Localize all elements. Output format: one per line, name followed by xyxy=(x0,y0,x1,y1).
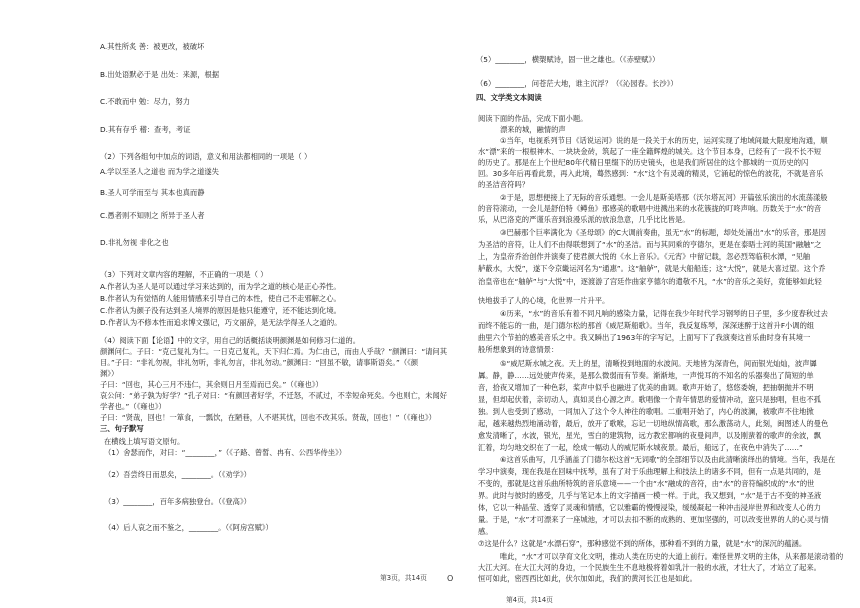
article-line: 为圣洁的音符，让人们不由得联想到了“水”的圣洁。而与其同乘的亨德尔，更是在泰晤士河的英国“融触”之 xyxy=(478,240,822,249)
article-line: 愈发清晰了，水波，银光，星光，雪白的建筑物，远方教宏都响的夜曼间声，以及刚蜚着的歌声的余波，飘 xyxy=(478,431,821,440)
question-4: （4）阅读下面【论语】中的文字，用自己的话概括谈明颜渊是如何修习仁道的。 xyxy=(100,336,361,345)
fill-item-1: （1）舍瑟而作，对曰：“________，”（《子路、曾皙、冉有、公西华侍坐》） xyxy=(104,448,347,457)
article-line: ①当年，电视系列节目《话说运河》说的是一段关于水的历史，运河实现了地域间最大限度地沟通，顺 xyxy=(500,136,828,145)
article-line: 显，但却起伏着，亲切动人，真如灵自心源之声。歌唱像一个青年情思的爱情冲动，蛮只是独唱，但也不孤 xyxy=(478,395,821,404)
fill-instructions: 在横线上填写语文原句。 xyxy=(104,437,185,446)
fill-item-5: （5）________，横槊赋诗，固一世之雄也。（《赤壁赋》） xyxy=(476,55,660,64)
q3-option-d: D.作者认为不修本性而追求博文强记，巧文丽辞，是无法学得圣人之道的。 xyxy=(100,318,342,327)
q4-text-line: 子曰：“贤哉，回也！一箪食，一瓢饮，在陋巷，人不堪其忧，回也不改其乐。贤哉，回也！”（《雍也》） xyxy=(100,413,436,422)
section-4-heading: 四、文学类文本阅读 xyxy=(476,93,542,102)
article-line: 而终不能忘的一曲，是门德尔松的那首《威尼斯船歌》。当年，我反复练琴，深深迷醉于这首升F小调的组 xyxy=(478,321,815,330)
q4-text-line: 子曰：“回也，其心三月不违仁，其余则日月至焉而已矣。”（《雍也》） xyxy=(100,380,323,389)
article-line: 快地拔手了人的心境，化世界一片升平。 xyxy=(478,296,610,305)
q3-option-a: A.作者认为圣人是可以通过学习来达到的，而为学之道的核心是正心养性。 xyxy=(100,282,341,291)
question-3: （3）下列对文章内容的理解，不正确的一项是（ ） xyxy=(100,270,268,279)
article-line: 乐，从巴洛克的严谨乐音到浪漫乐派的放浪急意，几乎比比皆是。 xyxy=(478,215,690,224)
article-line: 感。 xyxy=(478,527,493,536)
article-line: 汇着，均匀地交织在了一起，绘成一幅动人的威尼斯水城夜景。最后，船远了，在夜色中消失了……” xyxy=(478,443,803,452)
fill-item-3: （3）________，百年多病独登台。（《登高》） xyxy=(104,497,251,506)
article-line: ④历来，“水”的音乐有着不同凡响的感染力量，记得在我少年时代学习钢琴的日子里，多少度春秋过去 xyxy=(500,309,828,318)
option-a: A.其性所炙 善：被更改，被破坏 xyxy=(100,42,205,51)
article-line: 水“漂”来的一根根神木、一块块金砖，筑起了一座全籍辉煌的城关。这个节目本身，已经有了一段不长不短 xyxy=(478,147,822,156)
fill-item-4: （4）后人哀之而不鉴之，________。（《阿房宫赋》） xyxy=(104,523,273,532)
article-line: 界。此时与彼时的感受，几乎与笔记本上的文字描画一模一样。于此，我又想到，“水”是于古不变的神圣液 xyxy=(478,491,822,500)
article-line: 回。30多年后再看此景，再入此境，蓦然感到：“水”这个有灵魂的精灵，它涌起的惊色的波花，不就是音乐 xyxy=(478,169,824,178)
reading-instructions: 阅读下面的作品，完成下面小题。 xyxy=(478,114,588,123)
article-line: 音，拾夜又增加了一种色彩，桨声中似乎也融进了优美的曲调。歌声开始了，悠悠委婉，把抽朝抛并不明 xyxy=(478,383,814,392)
article-line: 唯此，“水”才可以孕育文化文明，推动人类在历史的大道上前行。难怪世界文明的主体，从来都是滚动着的 xyxy=(500,552,844,561)
article-line: 曲里六个节拍的感美音乐之中。我又瞬出了1963年的字写记，上面写下了我演奏这首乐曲时身有其境一 xyxy=(478,333,811,342)
article-line: 的音符滚动，一会儿是舒伯特《鳟鱼》那感美的歌唱中进溅出来的水花簇拢的叮咚声响。历数关于“水”的音 xyxy=(478,204,822,213)
q3-option-b: B.作者认为有觉悟的人能用情感来引导自己的本性，使自己不走邪解之心。 xyxy=(100,294,341,303)
article-line: ⑤“威尼斯水城之夜。天上的星，清晰投到地面的水波间。天地皆为深青色，间而银光灿灿，波声羼 xyxy=(500,359,817,368)
article-line: 的历史了。那是在上个世纪80年代精日里缀下的历史镜头，也是我们所居住的这个都城的一页历史的闪 xyxy=(478,158,809,167)
q4-text-line: 目。”子曰：“非礼勿视，非礼勿听，非礼勿言，非礼勿动。”颜渊曰：“回虽不敏，请事斯语矣。”（《颜 xyxy=(100,358,419,367)
article-line: ⑥这首乐曲写，几乎涵盖了门德尔松这首“无词歌”的全部细节以及由此清晰演绎出的情境。当年，我是在 xyxy=(500,455,836,464)
article-title: 漂来的城，融情的声 xyxy=(500,125,566,134)
fill-item-6: （6）________，问苍茫大地，谁主沉浮？（《沁园春。长沙》） xyxy=(476,79,678,88)
article-line: 治皇帝也在“舳舻”与“大悦”中，逐渡游了宫廷作曲家亨德尔的遣敬不凡，“水”的音乐之美好，竟能够如此轻 xyxy=(478,277,822,286)
right-page-number: 第4页，共14页 xyxy=(506,596,553,604)
article-line: 上，为皇帝乔治创作并演奏了使君颜大悦的《水上音乐》。《元宵》中留记载，忽必烈驾临积水潭，“见舳 xyxy=(478,252,811,261)
center-mark: O xyxy=(447,574,454,583)
q4-text-line: 哀公问：“弟子孰为好学？”孔子对曰：“有颜回者好学，不迁怒，不贰过，不幸短命死矣。今也则亡，未闻好 xyxy=(100,391,447,400)
q2-option-b: B.圣人可学而至与 其本也真而静 xyxy=(100,188,205,197)
q4-text-line: 学者也。”（《雍也》） xyxy=(100,402,166,411)
question-2: （2）下列各组句中加点的词语，意义和用法都相同的一项是（ ） xyxy=(100,152,312,161)
q4-text-line: 渊》） xyxy=(100,369,119,378)
article-line: 舻蔽水，大悦”，遂下令京畿运河名为“通惠”。这“舳舻”，就是大船船连；这“大悦”，就是大喜过望。这个乔 xyxy=(478,264,826,273)
q2-option-c: C.愚者则不知则之 所异于圣人者 xyxy=(100,211,205,220)
article-line: 起，越来越热烈地涌动着，最后，放开了歌喉，忘记一切地纵情高歌，那么激荡动人，此刻，闽图述人的曼色 xyxy=(478,419,829,428)
q2-option-d: D.非礼勿视 非化之也 xyxy=(100,238,169,247)
left-page-number: 第3页，共14页 xyxy=(380,574,427,582)
article-line: 独。到人也受到了感动，一同加入了这个令人神往的歌唱。二重唱开始了，内心的波澜，被歌声不住地掀 xyxy=(478,407,814,416)
fill-item-2: （2）吾尝终日而思矣，________。（《劝学》） xyxy=(104,470,251,479)
option-b: B.出处语默必于是 出处：来源，根据 xyxy=(100,70,220,79)
q2-option-a: A.学以至圣人之道也 而为学之道遂失 xyxy=(100,167,219,176)
q4-text-line: 颜渊问仁。子曰：“克己复礼为仁。一日克己复礼，天下归仁焉。为仁由己，而由人乎哉？”颜渊曰：“请问其 xyxy=(100,347,447,356)
article-line: 大江大河。在大江大河的身边，一个民族生生不息地极将着如乳汁一般的水液，才壮大了，才站立了起来。 xyxy=(478,563,821,572)
option-c: C.不敢而中 勉：尽力，努力 xyxy=(100,97,190,106)
article-line: ②于是，思想便接上了无际的音乐通想。一会儿是斯美塔那（沃尔塔瓦河）开篇弦乐演出的水流荡漾般 xyxy=(500,193,828,202)
section-3-heading: 三、句子默写 xyxy=(100,424,144,433)
q3-option-c: C.作者认为颜子没有达到圣人境界的原因是他只能遵守，还不能达到化境。 xyxy=(100,306,341,315)
article-line: 的圣洁音符吗？ xyxy=(478,180,530,189)
article-line: ⑦这是什么？这就是“水漂石穿”，那种感觉不到的所体，那种看不到的力量，就是“水”的深沉的蕴涵。 xyxy=(478,539,807,548)
article-line: ③巴赫那个巨率满化为《圣母颂》的C大调前奏曲，虽无“水”的标题，却处处涌出“水”的乐音，那是因 xyxy=(500,228,826,237)
option-d: D.其有存乎 稽：查考，考证 xyxy=(100,125,191,134)
article-line: 羼。静，静……远处驶声传来，是那么微弱而有节奏。渐渐地，一声悦耳的不知名的乐器奏出了简短的单 xyxy=(478,371,814,380)
article-line: 量。于是，“水”才可漂来了一座城池，才可以去扣不断的成熟的、更加坚强的，可以改变世界的人的心灵与情 xyxy=(478,515,829,524)
article-line: 体，它以一种晶莹、透穿了灵魂和情感，它以雅霸的慢慢浸染，缓缓凝起一种冲击浸岸世界和改变人心的力 xyxy=(478,503,821,512)
article-line: 学习中演奏，现在我是在回味中抚琴，虽有了对于乐曲理解上和技法上的诸多不同，但有一点是共同的，是 xyxy=(478,467,821,476)
article-line: 不变的，那就是这首乐曲所特筑的音乐意境——一个由“水”融成的音符，由“水”的音符编织成的“水”的世 xyxy=(478,479,815,488)
article-line: 般所想象到的诗意情景： xyxy=(478,345,559,354)
article-line: 恒可如此，密西西比如此，伏尔加如此，我们的黄河长江也是如此。 xyxy=(478,574,697,583)
